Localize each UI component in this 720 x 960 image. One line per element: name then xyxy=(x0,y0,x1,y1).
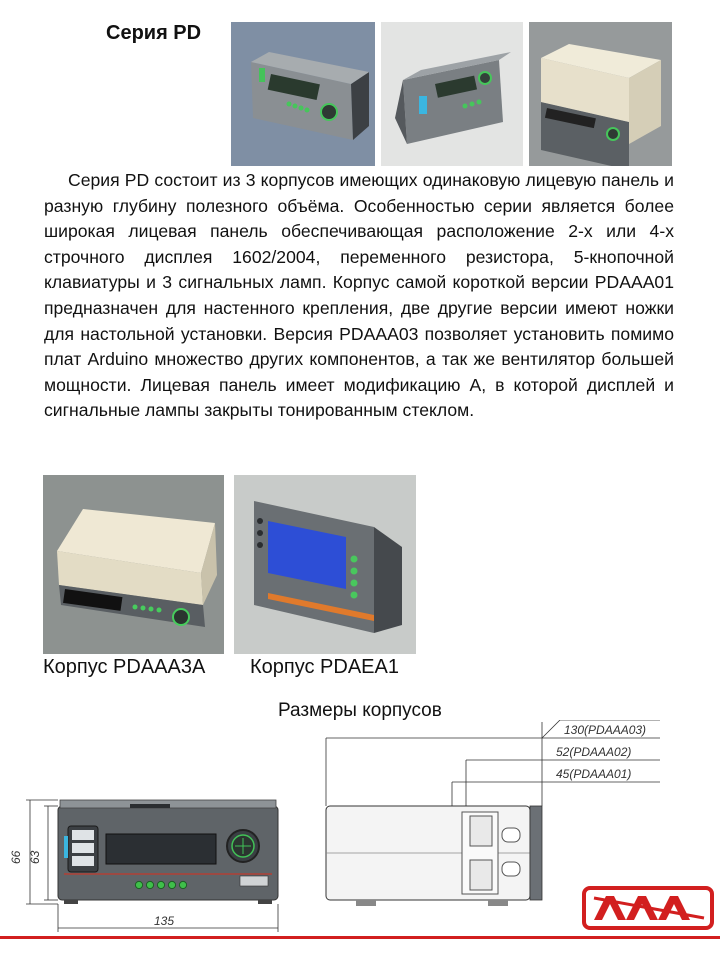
dim-width: 135 xyxy=(154,914,175,928)
footer-red-line xyxy=(0,936,720,939)
caption-pdaea1: Корпус PDAEA1 xyxy=(250,656,399,678)
photo-pd-beige xyxy=(529,22,672,166)
photo-pdaaa3a xyxy=(43,475,224,654)
caption-pdaaa3a: Корпус PDAAA3A xyxy=(43,656,206,678)
dim-depth-pdaaa01: 45(PDAAA01) xyxy=(556,767,632,781)
side-view xyxy=(326,806,542,906)
dim-depth-pdaaa02: 52(PDAAA02) xyxy=(556,745,632,759)
dimension-drawing xyxy=(0,720,720,936)
photo-pdaea1 xyxy=(234,475,416,654)
dimensions-title: Размеры корпусов xyxy=(278,700,442,721)
brand-logo xyxy=(584,888,712,928)
front-view xyxy=(58,800,278,904)
dim-depth-pdaaa03: 130(PDAAA03) xyxy=(564,723,647,737)
photo-pd-gray-side xyxy=(381,22,523,166)
dim-height-inner: 63 xyxy=(28,850,42,864)
dim-height-outer: 66 xyxy=(9,850,23,864)
description-paragraph: Серия PD состоит из 3 корпусов имеющих одинаковую лицевую панель и разную глубину полезного объёма. Особенностью серии является более широкая лицевая панель обеспечивающая расположение 2-х или 4-х строчного дисплея 1602/2004, переменного резистора, 5-кнопочной клавиатуры и 3 сигнальных ламп. Корпус самой короткой версии PDAAA01 предназначен для настенного крепления, две другие версии имеют ножки для настольной установки. Версия PDAAA03 позволяет установить помимо плат Arduino множество других компонентов, а так же вентилятор большей мощности. Лицевая панель имеет модификацию А, в которой дисплей и сигнальные лампы закрыты тонированным стеклом. xyxy=(44,170,674,421)
page-title: Серия PD xyxy=(106,22,202,44)
photo-pd-gray-angled xyxy=(231,22,375,166)
